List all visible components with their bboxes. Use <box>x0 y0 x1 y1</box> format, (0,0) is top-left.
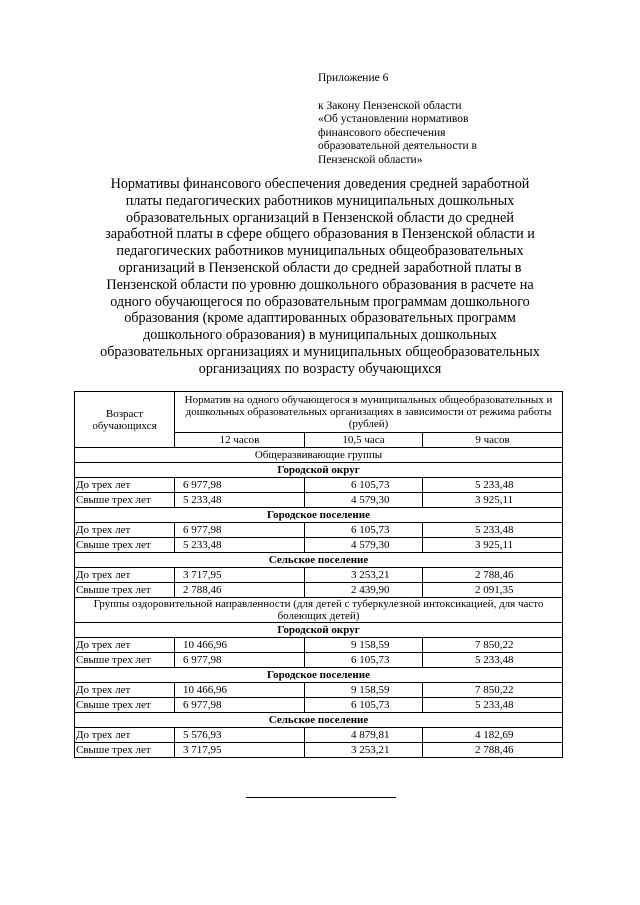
value-cell-12h: 6 977,98 <box>175 698 305 713</box>
section-title: Сельское поселение <box>75 713 563 728</box>
age-cell: До трех лет <box>75 523 175 538</box>
value-cell-9h: 2 788,46 <box>423 568 563 583</box>
group-title: Общеразвивающие группы <box>75 448 563 463</box>
title-line: образовательных организаций в Пензенской области до средней <box>126 209 514 226</box>
section-title: Городской округ <box>75 623 563 638</box>
appendix-line: «Об установлении нормативов <box>318 113 469 125</box>
table-row <box>75 728 563 743</box>
title-line: Пензенской области по уровню дошкольного образования в расчете на <box>106 276 534 293</box>
title-line: Нормативы финансового обеспечения доведения средней заработной <box>110 176 530 192</box>
value-cell-9h: 5 233,48 <box>423 523 563 538</box>
value-cell-12h: 3 717,95 <box>175 743 305 758</box>
value-cell-10-5h: 3 253,21 <box>305 568 423 583</box>
value-cell-12h: 10 466,96 <box>175 683 305 698</box>
value-cell-10-5h: 4 579,30 <box>305 493 423 508</box>
table-row <box>75 493 563 508</box>
title-line: платы педагогических работников муниципальных дошкольных <box>125 192 515 209</box>
value-cell-10-5h: 9 158,59 <box>305 638 423 653</box>
title-line: дошкольного образования) в муниципальных дошкольных <box>143 327 497 344</box>
value-cell-10-5h: 4 579,30 <box>305 538 423 553</box>
age-cell: До трех лет <box>75 683 175 698</box>
value-cell-9h: 7 850,22 <box>423 638 563 653</box>
table-row <box>75 743 563 758</box>
age-cell: Свыше трех лет <box>75 653 175 668</box>
section-title: Городское поселение <box>75 508 563 523</box>
value-cell-12h: 5 233,48 <box>175 493 305 508</box>
age-cell: Свыше трех лет <box>75 493 175 508</box>
norm-column-header: Норматив на одного обучающегося в муниципальных общеобразовательных и дошкольных образовательных организациях в зависимости от режима работы (рублей) <box>175 392 563 433</box>
mode-header: 12 часов <box>175 433 305 448</box>
section-row <box>75 508 563 523</box>
value-cell-10-5h: 3 253,21 <box>305 743 423 758</box>
title-line: организаций в Пензенской области до средней заработной платы в <box>118 259 522 276</box>
table-row <box>75 698 563 713</box>
table-row <box>75 538 563 553</box>
age-cell: До трех лет <box>75 478 175 493</box>
norms-table <box>74 391 563 758</box>
value-cell-9h: 2 788,46 <box>423 743 563 758</box>
value-cell-10-5h: 4 879,81 <box>305 728 423 743</box>
section-row <box>75 553 563 568</box>
value-cell-10-5h: 9 158,59 <box>305 683 423 698</box>
title-line: образования (кроме адаптированных образовательных программ <box>124 310 516 327</box>
section-row <box>75 463 563 478</box>
value-cell-12h: 6 977,98 <box>175 653 305 668</box>
appendix-line: образовательной деятельности в <box>318 140 477 152</box>
section-row <box>75 668 563 683</box>
age-cell: До трех лет <box>75 638 175 653</box>
value-cell-9h: 2 091,35 <box>423 583 563 598</box>
appendix-line: к Закону Пензенской области <box>318 99 462 112</box>
value-cell-12h: 6 977,98 <box>175 523 305 538</box>
section-row <box>75 623 563 638</box>
table-row <box>75 568 563 583</box>
value-cell-9h: 5 233,48 <box>423 478 563 493</box>
appendix-block <box>318 72 598 167</box>
value-cell-9h: 7 850,22 <box>423 683 563 698</box>
value-cell-12h: 6 977,98 <box>175 478 305 493</box>
value-cell-12h: 10 466,96 <box>175 638 305 653</box>
value-cell-10-5h: 6 105,73 <box>305 653 423 668</box>
title-line: заработной платы в сфере общего образования в Пензенской области и <box>105 226 535 243</box>
age-cell: Свыше трех лет <box>75 698 175 713</box>
section-title: Сельское поселение <box>75 553 563 568</box>
document-title <box>82 176 558 378</box>
table-row <box>75 638 563 653</box>
group-row <box>75 448 563 463</box>
appendix-number: Приложение 6 <box>318 72 389 84</box>
age-cell: Свыше трех лет <box>75 583 175 598</box>
value-cell-10-5h: 6 105,73 <box>305 523 423 538</box>
group-row <box>75 598 563 623</box>
age-cell: До трех лет <box>75 568 175 583</box>
value-cell-12h: 5 233,48 <box>175 538 305 553</box>
table-row <box>75 683 563 698</box>
table-row <box>75 583 563 598</box>
table-row <box>75 478 563 493</box>
section-row <box>75 713 563 728</box>
value-cell-12h: 5 576,93 <box>175 728 305 743</box>
title-line: педагогических работников муниципальных общеобразовательных <box>116 243 524 260</box>
value-cell-9h: 5 233,48 <box>423 653 563 668</box>
section-title: Городское поселение <box>75 668 563 683</box>
value-cell-12h: 3 717,95 <box>175 568 305 583</box>
title-line: одного обучающегося по образовательным программам дошкольного <box>110 293 530 310</box>
title-line: организациях по возрасту обучающихся <box>198 360 442 377</box>
value-cell-10-5h: 2 439,90 <box>305 583 423 598</box>
section-title: Городской округ <box>75 463 563 478</box>
table-row <box>75 523 563 538</box>
table-body <box>75 448 563 758</box>
age-cell: До трех лет <box>75 728 175 743</box>
value-cell-12h: 2 788,46 <box>175 583 305 598</box>
title-line: образовательных организациях и муниципальных общеобразовательных <box>100 343 540 360</box>
mode-header: 10,5 часа <box>305 433 423 448</box>
value-cell-9h: 3 925,11 <box>423 493 563 508</box>
appendix-line: финансового обеспечения <box>318 126 446 139</box>
group-title: Группы оздоровительной направленности (для детей с туберкулезной интоксикацией, для часто болеющих детей) <box>75 598 563 623</box>
value-cell-9h: 4 182,69 <box>423 728 563 743</box>
value-cell-9h: 5 233,48 <box>423 698 563 713</box>
mode-header: 9 часов <box>423 433 563 448</box>
age-cell: Свыше трех лет <box>75 538 175 553</box>
value-cell-10-5h: 6 105,73 <box>305 478 423 493</box>
age-cell: Свыше трех лет <box>75 743 175 758</box>
table-row <box>75 653 563 668</box>
bottom-rule <box>246 797 396 798</box>
value-cell-10-5h: 6 105,73 <box>305 698 423 713</box>
appendix-line: Пензенской области» <box>318 153 423 166</box>
age-column-header: Возраст обучающихся <box>75 392 175 448</box>
value-cell-9h: 3 925,11 <box>423 538 563 553</box>
